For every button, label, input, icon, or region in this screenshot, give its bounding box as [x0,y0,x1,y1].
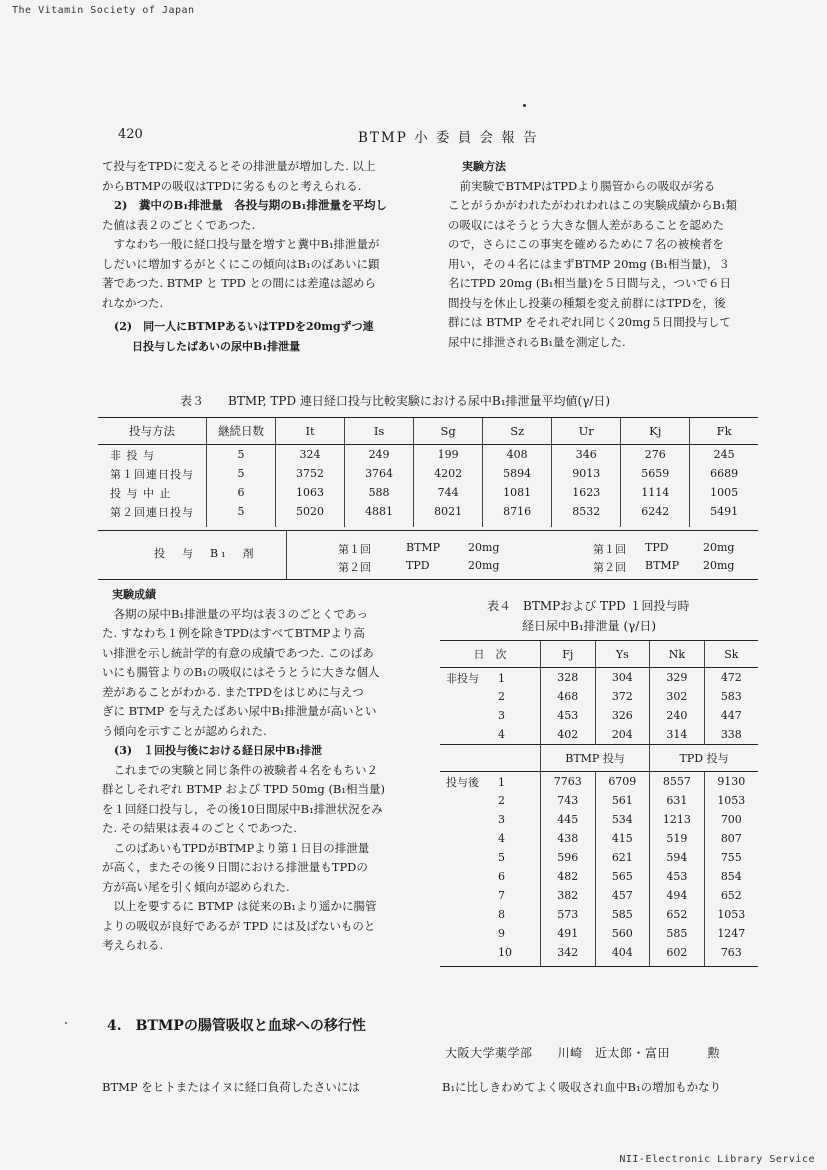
left-bottom-column [102,585,385,956]
table-cell: 1063 [276,483,345,502]
table-cell: 5 [207,464,276,483]
table-row [98,502,758,527]
table-cell: 1213 [650,810,705,829]
table-cell: 328 [541,668,596,688]
drug-round: 第１回 [593,543,626,556]
group-label: 非投与 [446,671,479,685]
day-cell-wrap [440,668,541,688]
table-cell: 240 [650,706,705,725]
table-header: 継続日数 [207,418,276,445]
footer-service: NII-Electronic Library Service [619,1154,815,1165]
table-cell: 382 [541,886,596,905]
table-cell: 3752 [276,464,345,483]
text-line: 名にTPD 20mg (B₁相当量)を５日間与え，ついで６日 [448,276,732,290]
table-row [98,445,758,465]
table-cell: 304 [595,668,650,688]
table-cell: 9013 [552,464,621,483]
text-line: 考えられる. [102,938,164,952]
table-cell: 5894 [483,464,552,483]
table-cell: 621 [595,848,650,867]
table-row [440,772,758,792]
text-line: これまでの実験と同じ条件の被験者４名をもちい２ [102,762,378,777]
drug-dose: 20mg [703,541,735,554]
text-line: た. その結果は表４のごとくであつた. [102,821,297,835]
text-line: 各期の尿中B₁排泄量の平均は表３のごとくであっ [102,606,368,621]
text-line: ことがうかがわれたがわれわれはこの実験成績からB₁類 [448,198,738,212]
day-number: 3 [498,813,505,826]
drug-name: TPD [406,559,430,572]
text-line: からBTMPの吸収はTPDに劣るものと考えられる. [102,178,362,193]
table-cell: 404 [595,943,650,967]
table-cell: 6242 [621,502,690,527]
text-line: 前実験でBTMPはTPDより腸管からの吸収が劣る [448,178,716,193]
table-cell: 743 [541,791,596,810]
day-number: 4 [498,728,505,741]
drug-round: 第２回 [593,561,626,574]
table-row [440,668,758,688]
table-cell: 415 [595,829,650,848]
text-line: た. すなわち１例を除きTPDはすべてBTMPより高 [102,626,365,640]
table-cell: 8532 [552,502,621,527]
row-label: 第１回連日投与 [110,467,194,481]
table-cell: 5659 [621,464,690,483]
text-line: 間投与を休止し投薬の種類を変え前群にはTPDを，後 [448,295,726,310]
table-header: Nk [650,641,705,668]
table-row [98,483,758,502]
section-heading: 実験方法 [462,160,506,173]
table-cell: 7763 [541,772,596,792]
table-cell: 8557 [650,772,705,792]
table-cell: 854 [704,867,758,886]
table-subheader-row [440,745,758,772]
day-number: 7 [498,889,505,902]
speck [65,1022,67,1024]
table-row [440,886,758,905]
table-row [440,829,758,848]
right-top-column [448,157,737,352]
day-number: 5 [498,851,505,864]
table-row [440,810,758,829]
day-number: 6 [498,870,505,883]
table-cell: 249 [345,445,414,465]
day-cell-wrap [440,848,541,867]
table-row [440,706,758,725]
day-number: 1 [498,775,505,789]
day-cell-wrap [440,791,541,810]
drug-dose: 20mg [703,559,735,572]
table-cell: 372 [595,687,650,706]
table-cell: 583 [704,687,758,706]
day-cell-wrap [440,943,541,967]
day-cell-wrap [440,924,541,943]
table-cell: 468 [541,687,596,706]
table-cell: 6689 [690,464,758,483]
table-cell: 314 [650,725,705,745]
table-cell: 329 [650,668,705,688]
drug-name: TPD [645,541,669,554]
table4-body [440,668,758,967]
text-line: 群としそれぞれ BTMP および TPD 50mg (B₁相当量) [102,782,385,796]
table-row [98,464,758,483]
table-row [440,943,758,967]
table-cell: 204 [595,725,650,745]
table-header: Kj [621,418,690,445]
subsection-heading: 日投与したばあいの尿中B₁排泄量 [132,339,301,353]
table-cell: 4202 [414,464,483,483]
day-cell-wrap [440,886,541,905]
table-header: 投与方法 [98,418,207,445]
table-cell: 560 [595,924,650,943]
table3 [98,417,758,527]
table-cell: 755 [704,848,758,867]
text-line: よりの吸収が良好であるが TPD には及ばないものと [102,918,376,933]
table-cell: 482 [541,867,596,886]
table-header: Ur [552,418,621,445]
table-cell: 408 [483,445,552,465]
table-row [440,848,758,867]
table-cell: 1247 [704,924,758,943]
drug-label: 投 与 B₁ 剤 [154,547,257,560]
table-cell: 472 [704,668,758,688]
table-cell: 652 [704,886,758,905]
drug-round: 第１回 [338,543,371,556]
society-header: The Vitamin Society of Japan [12,5,195,16]
table-cell: 276 [621,445,690,465]
text-line: このばあいもTPDがBTMPより第１日目の排泄量 [102,840,370,855]
author-affiliation: 大阪大学薬学部 川崎 近太郎・富田 勲 [445,1046,721,1060]
table-row [440,687,758,706]
text-line: 群には BTMP をそれぞれ同じく20mg５日間投与して [448,315,731,329]
drug-round: 第２回 [338,561,371,574]
running-title: BTMP 小 委 員 会 報 告 [358,130,539,146]
table-cell: 561 [595,791,650,810]
day-cell-wrap [440,867,541,886]
text-line: 差があることがわかる. またTPDをはじめに与えつ [102,684,364,699]
table-cell: 438 [541,829,596,848]
table-cell: 453 [650,867,705,886]
table-cell: 199 [414,445,483,465]
day-cell-wrap [440,725,541,745]
table3-body [98,445,758,528]
table-cell: 5 [207,502,276,527]
table-header: 日 次 [440,641,541,668]
table-header: It [276,418,345,445]
table-cell: 5491 [690,502,758,527]
table-cell: 402 [541,725,596,745]
day-number: 8 [498,908,505,921]
table4 [440,640,758,967]
table-cell: 338 [704,725,758,745]
table-row [440,725,758,745]
table-cell: 1081 [483,483,552,502]
text-line: 用い，その４名にはまずBTMP 20mg (B₁相当量)，３ [448,256,730,271]
table-cell: 807 [704,829,758,848]
section-heading: 実験成績 [112,588,156,601]
day-cell-wrap [440,905,541,924]
text-line: 方が高い尾を引く傾向が認められた. [102,879,290,894]
day-cell-wrap [440,687,541,706]
text-line: い排泄を示し統計学的有意の成績であつた. このばあ [102,645,374,660]
table-row [440,905,758,924]
table-header-blank [440,745,541,772]
table-cell: 519 [650,829,705,848]
table-cell: 6 [207,483,276,502]
table-cell: 565 [595,867,650,886]
table-cell: 585 [595,905,650,924]
left-top-column [102,157,387,356]
subsection-heading: 2) 糞中のB₁排泄量 各投与期のB₁排泄量を平均し [114,198,387,212]
table-header: Fk [690,418,758,445]
table-cell: 573 [541,905,596,924]
day-number: 4 [498,832,505,845]
table-cell: 445 [541,810,596,829]
table-header: Ys [595,641,650,668]
drug-name: BTMP [406,541,441,554]
day-cell-wrap [440,706,541,725]
table-cell: 1053 [704,905,758,924]
day-number: 2 [498,794,505,807]
subsection-heading: (2) 同一人にBTMPあるいはTPDを20mgずつ連 [114,320,374,333]
group-label: 投与後 [446,775,479,789]
table-cell: 3764 [345,464,414,483]
table-cell: 1623 [552,483,621,502]
text-line: れなかつた. [102,295,164,310]
day-number: 9 [498,927,505,940]
section-4-title: 4. BTMPの腸管吸収と血球への移行性 [107,1018,366,1034]
table-cell: 596 [541,848,596,867]
table-cell: 700 [704,810,758,829]
text-line: た値は表２のごとくであつた. [102,217,256,232]
day-number: 3 [498,709,505,722]
text-line: すなわち一般に経口投与量を増すと糞中B₁排泄量が [102,237,380,251]
text-line: う傾向を示すことが認められた. [102,723,267,738]
divider [286,531,287,579]
text-line: ぎに BTMP を与えたばあい尿中B₁排泄量が高いとい [102,704,377,718]
table3-caption: 表３ BTMP, TPD 連日経口投与比較実験における尿中B₁排泄量平均値(γ/日) [180,394,611,408]
text-line: て投与をTPDに変えるとその排泄量が増加した. 以上 [102,159,376,173]
table-cell: 5 [207,445,276,465]
drug-dose: 20mg [468,559,500,572]
table-cell: 585 [650,924,705,943]
table-cell: 744 [414,483,483,502]
text-line: 著であつた. BTMP と TPD との間には差違は認めら [102,276,377,290]
drug-dose: 20mg [468,541,500,554]
table-cell: 494 [650,886,705,905]
table-cell: 346 [552,445,621,465]
table-cell: 588 [345,483,414,502]
table4-caption: 経日尿中B₁排泄量 (γ/日) [522,619,657,633]
drug-name: BTMP [645,559,680,572]
text-line: ので，さらにこの事実を確めるために７名の被検者を [448,237,724,251]
table-row [440,867,758,886]
page-number: 420 [118,127,143,142]
table-header: Is [345,418,414,445]
text-line: の吸収にはそうとう大きな個人差があることを認めた [448,217,724,232]
day-cell-wrap [440,772,541,792]
day-number: 1 [498,671,505,685]
text-line: B₁に比しきわめてよく吸収され血中B₁の増加もかなり [442,1080,722,1094]
table-cell: 5020 [276,502,345,527]
table-cell: 302 [650,687,705,706]
row-label: 非 投 与 [110,448,155,462]
table-cell: 342 [541,943,596,967]
table-header: Sg [414,418,483,445]
table-cell: 652 [650,905,705,924]
day-number: 10 [498,946,512,959]
text-line: BTMP をヒトまたはイヌに経口負荷したさいには [102,1080,360,1094]
row-label: 投 与 中 止 [110,486,172,500]
table-header: TPD 投与 [650,745,758,772]
table-header: BTMP 投与 [541,745,650,772]
speck [523,104,526,107]
table-cell: 4881 [345,502,414,527]
table-header: Sz [483,418,552,445]
text-line: 以上を要するに BTMP は従来のB₁より遥かに腸管 [102,899,377,913]
text-line: 尿中に排泄されるB₁量を測定した. [448,334,626,349]
table-cell: 447 [704,706,758,725]
table-cell: 8021 [414,502,483,527]
row-label: 第２回連日投与 [110,505,194,519]
table-cell: 1114 [621,483,690,502]
table-cell: 594 [650,848,705,867]
table-row [440,791,758,810]
table-cell: 763 [704,943,758,967]
text-line: が高く，またその後９日間における排泄量もTPDの [102,860,368,874]
table-cell: 9130 [704,772,758,792]
table-cell: 453 [541,706,596,725]
table-cell: 602 [650,943,705,967]
table-cell: 534 [595,810,650,829]
table-row [440,924,758,943]
table-cell: 8716 [483,502,552,527]
subsection-heading: (3) １回投与後における経日尿中B₁排泄 [114,744,323,757]
table-cell: 491 [541,924,596,943]
table-cell: 1053 [704,791,758,810]
table-cell: 326 [595,706,650,725]
text-line: を１回経口投与し，その後10日間尿中B₁排泄状況をみ [102,801,383,816]
table-cell: 6709 [595,772,650,792]
table-header: Sk [704,641,758,668]
table3-drug-row [98,530,758,580]
text-line: しだいに増加するがとくにこの傾向はB₁のばあいに顕 [102,256,380,271]
table-cell: 324 [276,445,345,465]
table4-caption: 表４ BTMPおよび TPD １回投与時 [487,599,690,613]
text-line: いにも腸管よりのB₁の吸収にはそうとうに大きな個人 [102,665,380,679]
table-header: Fj [541,641,596,668]
table-cell: 457 [595,886,650,905]
table-cell: 631 [650,791,705,810]
table-cell: 245 [690,445,758,465]
table-cell: 1005 [690,483,758,502]
day-cell-wrap [440,829,541,848]
day-number: 2 [498,690,505,703]
day-cell-wrap [440,810,541,829]
